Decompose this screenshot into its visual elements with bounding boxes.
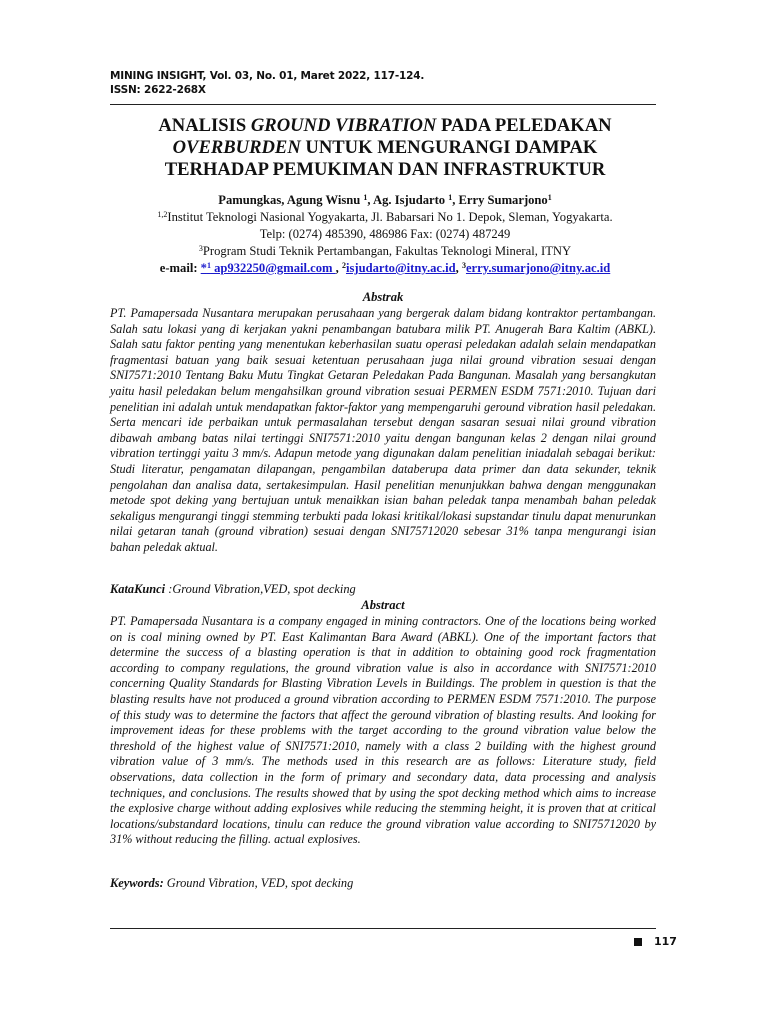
journal-header [110, 69, 424, 97]
header-divider [110, 104, 656, 105]
email-link-1[interactable]: *$^1$ ap932250@gmail.com [200, 261, 336, 275]
abstract-body: PT. Pamapersada Nusantara is a company engaged in mining contractors. One of the locations being worked on is coal mining owned by PT. East Kalimantan Bara Award (ABKL). One of the important factors that determine the success of a blasting operation is that in addition to obtaining good rock fragmentation according to company regulations, the ground vibration value is also in accordance with SNI7571:2010 concerning Quality Standards for Blasting Vibration Levels in Buildings. The problem in question is that the blasting results have not produced a ground vibration according to PERMEN ESDM 7571:2010. The purpose of this study was to determine the factors that affect the geround vibration of blasting results. And looking for improvement ideas for these problems with the target according to the ground vibration value below the threshold of the highest value of SNI7571:2010, namely with a class 2 building with the highest ground vibration value of 3 mm/s. The methods used in this research are as follows: Literature study, field observations, data collection in the form of primary and secondary data, data processing and analysis techniques, and conclusions. The results showed that by using the spot decking method which aims to increase the explosive charge without adding explosives while reducing the stemming height, it is proven that at critical locations/substandard locations, tinulu can reduce the ground vibration value according to SNI75712020 by 31% without reducing the filling. actual explosives. [110, 614, 656, 847]
page-number [634, 935, 677, 949]
title-text: UNTUK MENGURANGI DAMPAK [300, 137, 598, 158]
title-text-italic: GROUND VIBRATION [250, 115, 437, 136]
contact-phone: Telp: (0274) 485390, 486986 Fax: (0274) 487249 [259, 227, 511, 241]
paper-title [105, 115, 665, 181]
author-names: Pamungkas, Agung Wisnu $^1$, Ag. Isjudarto $^1$, Erry Sumarjono$^1$ [218, 193, 552, 207]
katakunci-line [110, 582, 656, 597]
square-bullet-icon [634, 938, 642, 946]
katakunci-value: :Ground Vibration,VED, spot decking [165, 582, 356, 596]
email-line: e-mail: *$^1$ ap932250@gmail.com , $^2$isjudarto@itny.ac.id, $^3$erry.sumarjono@itny.ac.id [159, 261, 611, 275]
affiliation-1: $^{1,2}$Institut Teknologi Nasional Yogyakarta, Jl. Babarsari No 1. Depok, Sleman, Yogyakarta. [157, 210, 613, 224]
affiliation-2: $^3$Program Studi Teknik Pertambangan, Fakultas Teknologi Mineral, ITNY [198, 244, 572, 258]
footer-divider [110, 928, 656, 929]
title-text: TERHADAP PEMUKIMAN DAN INFRASTRUKTUR [164, 159, 606, 180]
abstrak-body: PT. Pamapersada Nusantara merupakan perusahaan yang bergerak dalam bidang kontraktor pertambangan. Salah satu lokasi yang di kerjakan yakni penambangan batubara milik PT. Anugerah Bara Kaltim (ABKL). Salah satu faktor penting yang menentukan keberhasilan suatu operasi peledakan adalah selain mendapatkan fragmentasi batuan yang baik sesuai ketentuan perusahaan juga nilai ground vibration sesuai dengan SNI7571:2010 Tentang Baku Mutu Tingkat Getaran Peledakan Pada Bangunan. Masalah yang bersangkutan yaitu hasil peledakan belum mengahsilkan ground vibration sesuai PERMEN ESDM 7571:2010. Tujuan dari penelitian ini adalah untuk mendapatkan faktor-faktor yang mempengaruhi geround vibration hasil peledakan. Serta mencari ide perbaikan untuk permasalahan tersebut dengan sasaran sesuai nilai ground vibration dibawah ambang batas nilai tertinggi SNI7571:2010 yaitu dengan bangunan kelas 2 dengan nilai ground vibration tertinggi yaitu 3 mm/s. Adapun metode yang digunakan dalam penelitian iniadalah sebagai berikut: Studi literatur, pengamatan dilapangan, pengambilan databerupa data primer dan data sekunder, teknik pengolahan dan analisa data, sertakesimpulan. Hasil penelitian menunjukkan bahwa dengan menggunakan metode spot deking yang bertujuan untuk menaikkan isian bahan peledak tanpa menambah bahan peledak sekaligus mengurangi tinggi stemming terbukti pada lokasi kritikal/lokasi supstandar tinulu dapat menurunkan nilai getaran tanah (ground vibration) sesuai dengan SNI75712020 sebesar 31% tanpa mengurangi isian bahan peledak aktual. [110, 306, 656, 554]
keywords-line [110, 876, 656, 891]
abstract-heading: Abstract [361, 598, 405, 612]
keywords-value: Ground Vibration, VED, spot decking [163, 876, 354, 890]
journal-citation: MINING INSIGHT, Vol. 03, No. 01, Maret 2022, 117-124. [110, 70, 425, 82]
email-link-2[interactable]: isjudarto@itny.ac.id [345, 261, 456, 275]
email-link-3[interactable]: erry.sumarjono@itny.ac.id [465, 261, 611, 275]
page-number-text: 117 [654, 935, 677, 948]
keywords-label: Keywords: [110, 876, 164, 890]
abstrak-heading: Abstrak [362, 290, 404, 304]
title-text-italic: OVERBURDEN [172, 137, 301, 158]
journal-issn: ISSN: 2622-268X [110, 84, 206, 96]
author-block [105, 192, 665, 277]
title-text: ANALISIS [158, 115, 251, 136]
title-text: PADA PELEDAKAN [436, 115, 612, 136]
katakunci-label: KataKunci [110, 582, 166, 596]
